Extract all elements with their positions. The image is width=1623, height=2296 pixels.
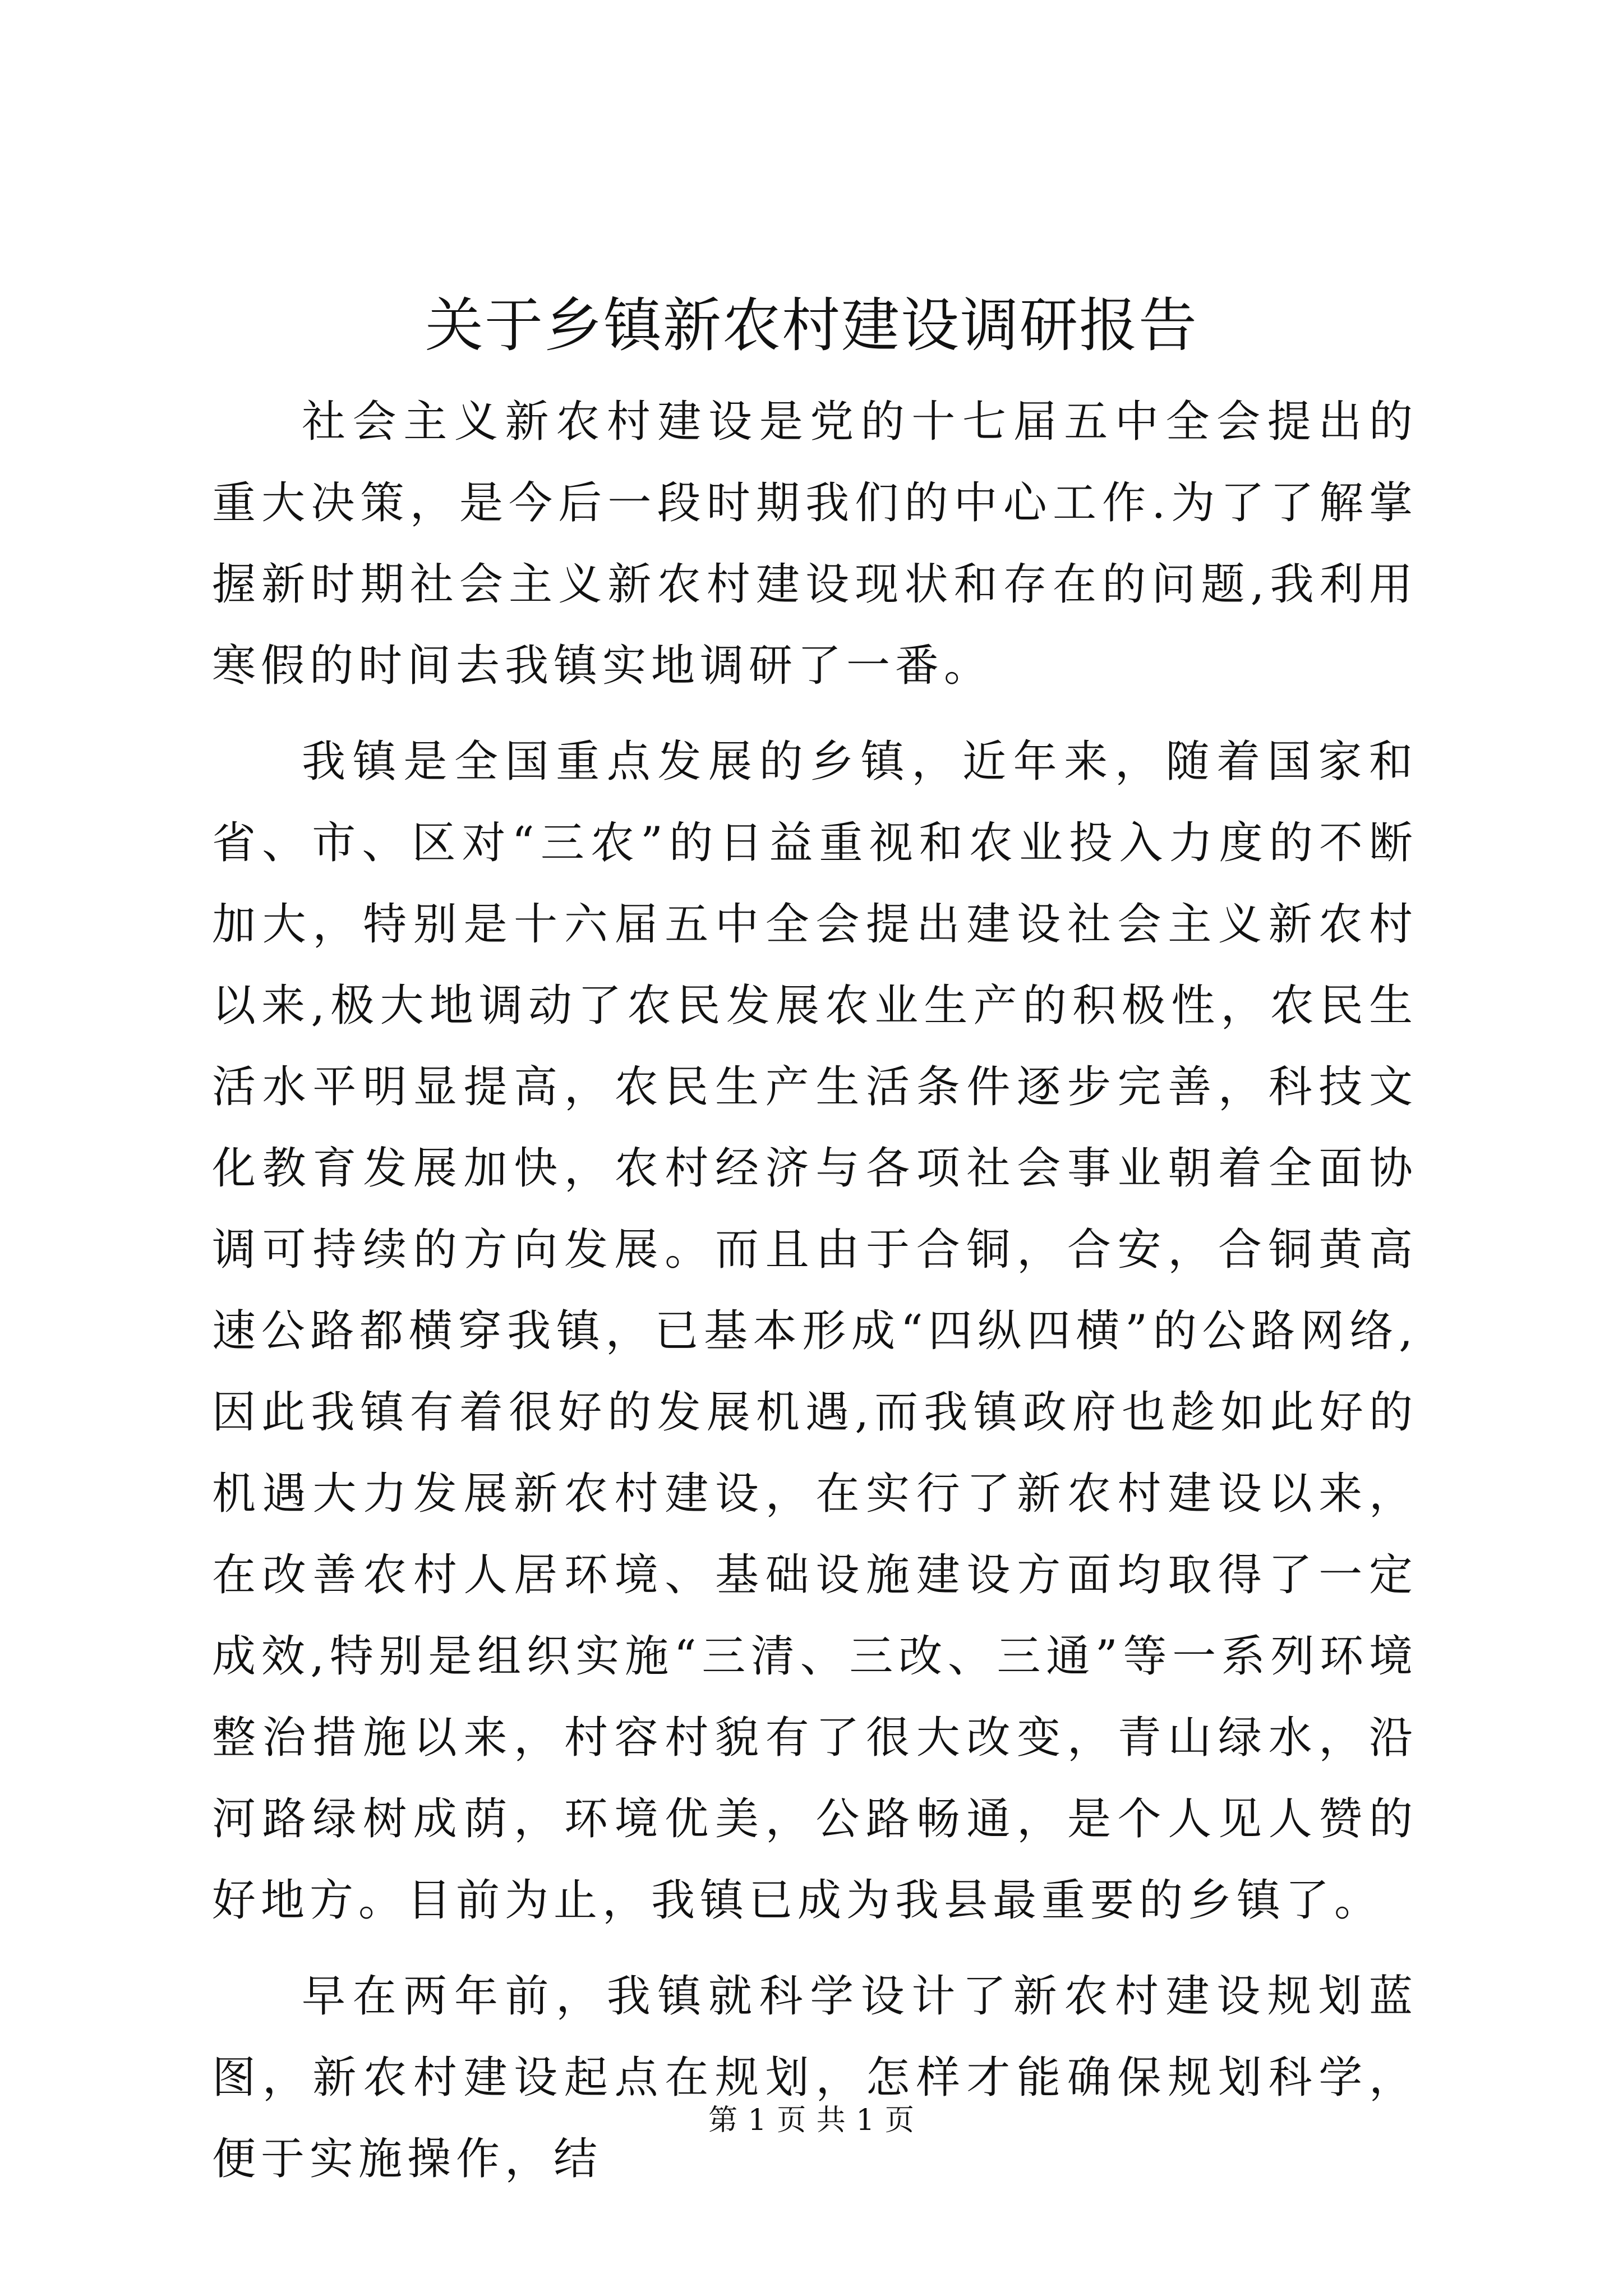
paragraph-1: 社会主义新农村建设是党的十七届五中全会提出的重大决策，是今后一段时期我们的中心工作.为了了解掌握新时期社会主义新农村建设现状和存在的问题,我利用寒假的时间去我镇实地调研了一番。: [212, 397, 1418, 691]
document-body: [212, 381, 1418, 2215]
paragraph-3: 早在两年前，我镇就科学设计了新农村建设规划蓝图，新农村建设起点在规划，怎样才能确保规划科学，便于实施操作，结: [212, 1971, 1418, 2184]
document-title: 关于乡镇新农村建设调研报告: [425, 291, 1198, 360]
paragraph-2: 我镇是全国重点发展的乡镇，近年来，随着国家和省、市、区对“三农”的日益重视和农业投入力度的不断加大，特别是十六届五中全会提出建设社会主义新农村以来,极大地调动了农民发展农业生产的积极性，农民生活水平明显提高，农民生产生活条件逐步完善，科技文化教育发展加快，农村经济与各项社会事业朝着全面协调可持续的方向发展。而且由于合铜，合安，合铜黄高速公路都横穿我镇，已基本形成“四纵四横”的公路网络,因此我镇有着很好的发展机遇,而我镇政府也趁如此好的机遇大力发展新农村建设，在实行了新农村建设以来，在改善农村人居环境、基础设施建设方面均取得了一定成效,特别是组织实施“三清、三改、三通”等一系列环境整治措施以来，村容村貌有了很大改变，青山绿水，沿河路绿树成荫，环境优美，公路畅通，是个人见人赞的好地方。目前为止，我镇已成为我县最重要的乡镇了。: [212, 737, 1418, 1926]
page-footer: 第 1 页 共 1 页: [708, 2104, 915, 2137]
